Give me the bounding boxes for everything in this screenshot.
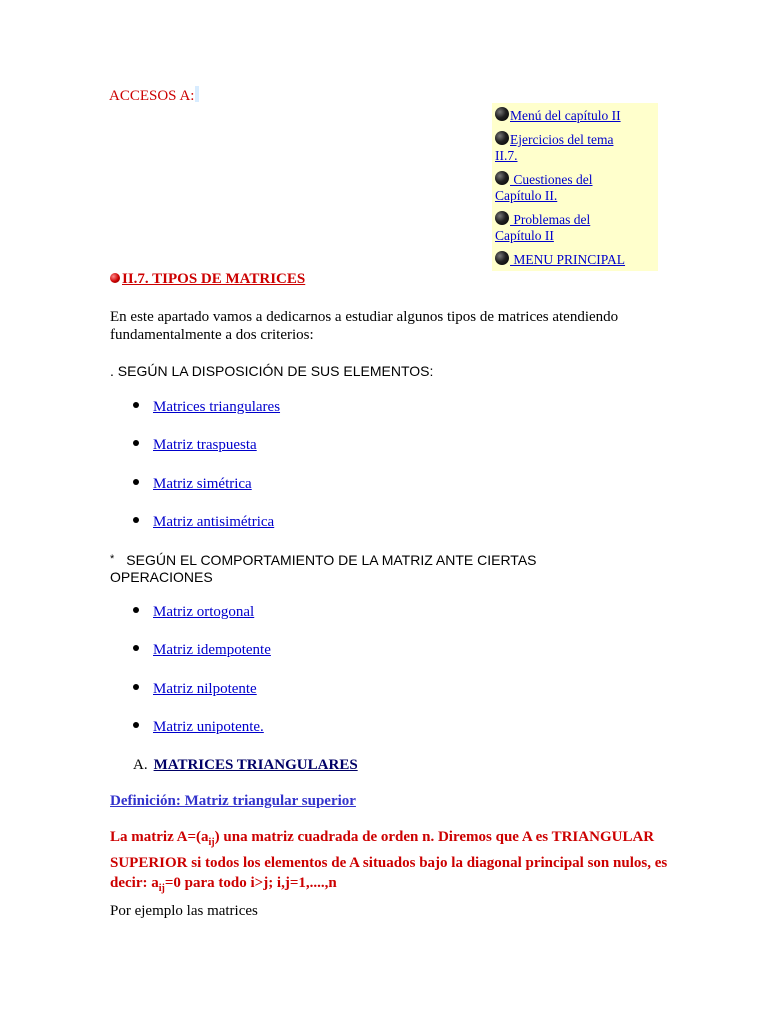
black-bullet-icon (495, 107, 509, 121)
nav-item-cuestiones[interactable] (495, 171, 655, 204)
section-title: II.7. TIPOS DE MATRICES (110, 271, 305, 288)
criterion-heading-disposicion: . SEGÚN LA DISPOSICIÓN DE SUS ELEMENTOS: (110, 363, 434, 379)
link-matrices-triangulares[interactable]: Matrices triangulares (153, 399, 281, 415)
black-bullet-icon (495, 211, 509, 225)
list-bullet (133, 517, 139, 523)
list-item[interactable] (133, 642, 271, 659)
chapter-nav-box (492, 103, 658, 271)
link-matriz-ortogonal[interactable]: Matriz ortogonal (153, 604, 255, 620)
list-item[interactable] (133, 476, 252, 493)
list-bullet (133, 684, 139, 690)
example-text: Por ejemplo las matrices (110, 903, 258, 919)
definition-text: La matriz $A=(a_{ij})$ una matriz cuadrada de orden n. Diremos que A es TRIANGULAR SUPERIOR si todos los elementos de A situados bajo la diagonal principal son nulos, es decir: $a_{ij}=0$ para todo i>j; i,j=1,....,n (110, 829, 668, 894)
nav-link-ejercicios[interactable]: Ejercicios del tema (510, 132, 614, 147)
nav-item-ejercicios[interactable] (495, 131, 655, 164)
nav-link-cuestiones-line2[interactable]: Capítulo II. (495, 188, 558, 203)
nav-item-menu-principal[interactable] (495, 251, 655, 268)
nav-item-menu-capitulo[interactable] (495, 107, 655, 124)
section-a-heading (133, 757, 358, 774)
link-matriz-unipotente[interactable]: Matriz unipotente. (153, 719, 264, 735)
section-a-title: MATRICES TRIANGULARES (153, 757, 358, 773)
list-item[interactable] (133, 437, 257, 454)
criterion-mark: * (110, 553, 115, 565)
black-bullet-icon (495, 131, 509, 145)
nav-link-problemas[interactable]: Problemas del (510, 212, 591, 227)
nav-link-ejercicios-line2[interactable]: II.7. (495, 148, 518, 163)
nav-link-menu-capitulo[interactable]: Menú del capítulo II (510, 108, 621, 123)
intro-paragraph: En este apartado vamos a dedicarnos a estudiar algunos tipos de matrices atendiendo fundamentalmente a dos criterios: (110, 309, 619, 343)
nav-link-menu-principal[interactable]: MENU PRINCIPAL (510, 252, 626, 267)
black-bullet-icon (495, 251, 509, 265)
nav-link-problemas-line2[interactable]: Capítulo II (495, 228, 554, 243)
list-bullet (133, 402, 139, 408)
list-bullet (133, 479, 139, 485)
list-item[interactable] (133, 514, 274, 531)
list-item[interactable] (133, 399, 280, 416)
list-bullet (133, 607, 139, 613)
list-bullet (133, 722, 139, 728)
link-matriz-antisimetrica[interactable]: Matriz antisimétrica (153, 514, 275, 530)
link-matriz-simetrica[interactable]: Matriz simétrica (153, 476, 252, 492)
nav-item-problemas[interactable] (495, 211, 655, 244)
accesos-label: ACCESOS A: (109, 86, 199, 105)
list-bullet (133, 645, 139, 651)
black-bullet-icon (495, 171, 509, 185)
link-matriz-nilpotente[interactable]: Matriz nilpotente (153, 681, 257, 697)
link-matriz-idempotente[interactable]: Matriz idempotente (153, 642, 271, 658)
list-item[interactable] (133, 604, 254, 621)
list-bullet (133, 440, 139, 446)
nav-link-cuestiones[interactable]: Cuestiones del (510, 172, 593, 187)
link-matriz-traspuesta[interactable]: Matriz traspuesta (153, 437, 257, 453)
list-item[interactable] (133, 681, 257, 698)
list-item[interactable] (133, 719, 264, 736)
section-a-letter: A. (133, 757, 148, 773)
criterion-heading-comportamiento: * SEGÚN EL COMPORTAMIENTO DE LA MATRIZ ANTE CIERTAS OPERACIONES (110, 552, 537, 585)
text-cursor (195, 86, 199, 102)
red-bullet-icon (110, 273, 120, 283)
definition-title: Definición: Matriz triangular superior (110, 793, 356, 809)
